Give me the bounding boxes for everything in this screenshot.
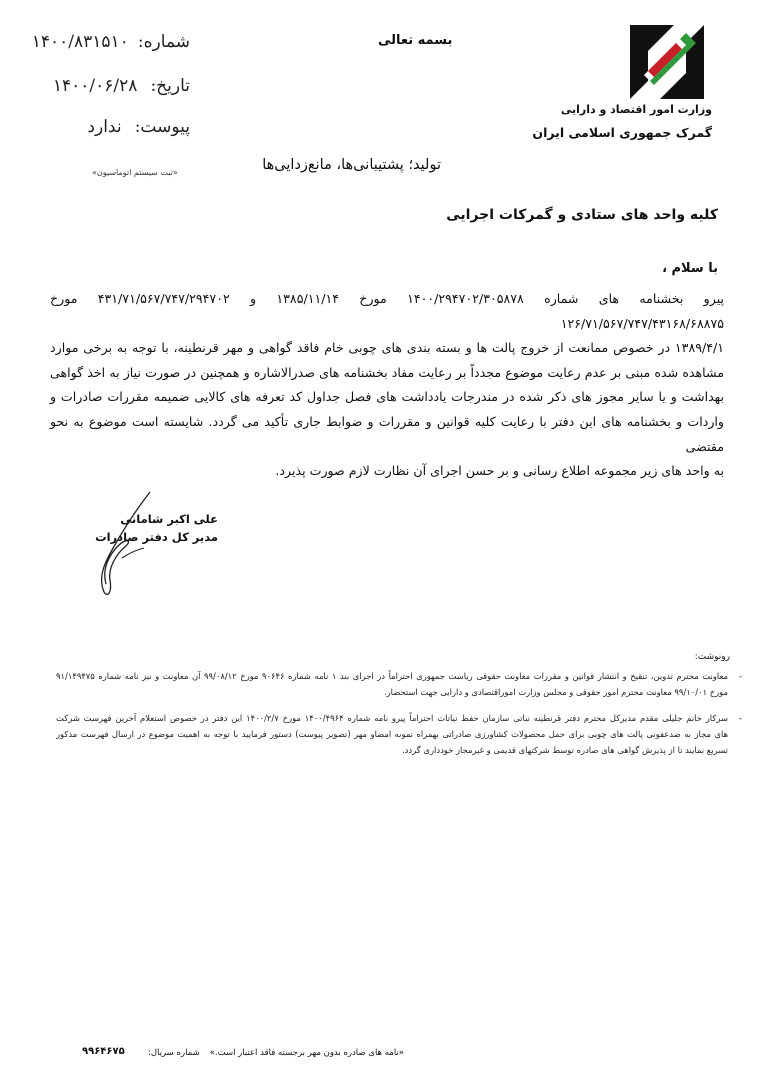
body-line: ۱۳۸۹/۴/۱ در خصوص ممانعت از خروج پالت ها و بسته بندی های چوبی خام فاقد گواهی و مهر قرنطینه، با توجه به برخی موارد xyxy=(50,340,724,356)
cc-line: سرکار خانم جلیلی مقدم مدیرکل محترم دفتر قرنطینه نباتی سازمان حفظ نباتات احتراماً پیرو نامه شماره ۱۴۰۰/۴۹۶۴ مورخ ۱۴۰۰/۲/۷ این دفتر در خصوص استعلام آخرین فهرست شرکت xyxy=(56,713,728,723)
customs-logo xyxy=(630,25,704,99)
cc-line: معاونت محترم تدوین، تنقیح و انتشار قوانین و مقررات معاونت حقوقی ریاست جمهوری احتراماً در اجرای بند ۱ نامه شماره ۹۰۶۴۶ مورخ ۹۹/۰۸/۱۲ آن معاونت و نیز نامه شماره ۹۱/۱۴۹۴۷۵ xyxy=(56,671,728,681)
bullet-dash: - xyxy=(738,713,742,723)
signatory-title: مدیر کل دفتر صادرات xyxy=(95,530,218,544)
letter-body xyxy=(50,287,724,484)
salutation: با سلام ، xyxy=(662,261,718,276)
customs-name: گمرک جمهوری اسلامی ایران xyxy=(532,125,712,140)
signature-scribble xyxy=(92,488,162,600)
body-line: بهداشت و یا سایر مجوز های ذکر شده در مندرجات یادداشت های فصل جداول کد تعرفه های کالایی ضمیمه مقررات صادرات و xyxy=(50,389,724,405)
cc-label: رونوشت: xyxy=(694,652,730,662)
date-row xyxy=(53,76,190,96)
body-line: مشاهده شده مبنی بر عدم رعایت موضوع مجدداً بر رعایت مفاد بخشنامه های صدرالاشاره و همچنین در صورت نیاز به اخذ گواهی xyxy=(50,364,724,380)
bullet-dash: - xyxy=(738,671,742,681)
cc-line: تسریع نمایند تا از پذیرش گواهی های صادره توسط شرکتهای قدیمی و غیرمجاز خودداری گردد. xyxy=(402,745,728,755)
body-line: پیرو بخشنامه های شماره ۱۴۰۰/۲۹۴۷۰۲/۳۰۵۸۷۸ مورخ ۱۳۸۵/۱۱/۱۴ و ۴۳۱/۷۱/۵۶۷/۷۴۷/۲۹۴۷۰۲ مورخ ۱۲۶/۷۱/۵۶۷/۷۴۷/۴۳۱۶۸/۶۸۸۷۵ xyxy=(50,291,724,331)
signatory-name: علی اکبر شامانی xyxy=(120,512,218,526)
body-line: به واحد های زیر مجموعه اطلاع رسانی و بر حسن اجرای آن نظارت لازم صورت پذیرد. xyxy=(275,463,724,479)
auto-registry-note: «ثبت سیستم اتوماسیون» xyxy=(92,168,178,177)
subject: تولید؛ پشتیبانی‌ها، مانع‌زدایی‌ها xyxy=(262,157,441,173)
cc-line: مورخ ۹۹/۱۰/۰۱ معاونت محترم امور حقوقی و مجلس وزارت اموراقتصادی و دارایی جهت استحضار. xyxy=(383,687,728,697)
serial-label: شماره سریال: xyxy=(148,1048,200,1058)
attachment-row xyxy=(87,117,190,137)
cc-line: های مجاز به ضدعفونی پالت های چوبی برای حمل محصولات کشاورزی صادراتی بهمراه نمونه امضاو مهر (تصویر پیوست) دستور فرمایید با توجه به اهمیت موضوع در ارسال فهرست مذکور xyxy=(56,729,728,739)
date-label: تاریخ: xyxy=(150,76,190,96)
attachment-value: ندارد xyxy=(87,117,122,137)
cc-item xyxy=(56,710,742,758)
ministry-name: وزارت امور اقتصاد و دارایی xyxy=(560,103,712,116)
bismillah: بسمه تعالی xyxy=(378,33,453,48)
validity-note: «نامه های صادره بدون مهر برجسته فاقد اعتبار است.» xyxy=(209,1048,404,1058)
number-label: شماره: xyxy=(137,32,190,52)
serial-value: ۹۹۶۴۶۷۵ xyxy=(82,1046,125,1057)
body-line: واردات و بخشنامه های این دفتر با رعایت کلیه قوانین و مقررات و ضوابط جاری تأکید می گردد. شایسته است موضوع به نحو مقتضی xyxy=(50,413,724,454)
number-row xyxy=(32,32,190,52)
cc-item xyxy=(56,668,742,700)
attachment-label: پیوست: xyxy=(134,117,190,137)
date-value: ۱۴۰۰/۰۶/۲۸ xyxy=(52,76,138,96)
number-value: ۱۴۰۰/۸۳۱۵۱۰ xyxy=(31,32,129,52)
recipient: کلیه واحد های ستادی و گمرکات اجرایی xyxy=(446,207,718,223)
